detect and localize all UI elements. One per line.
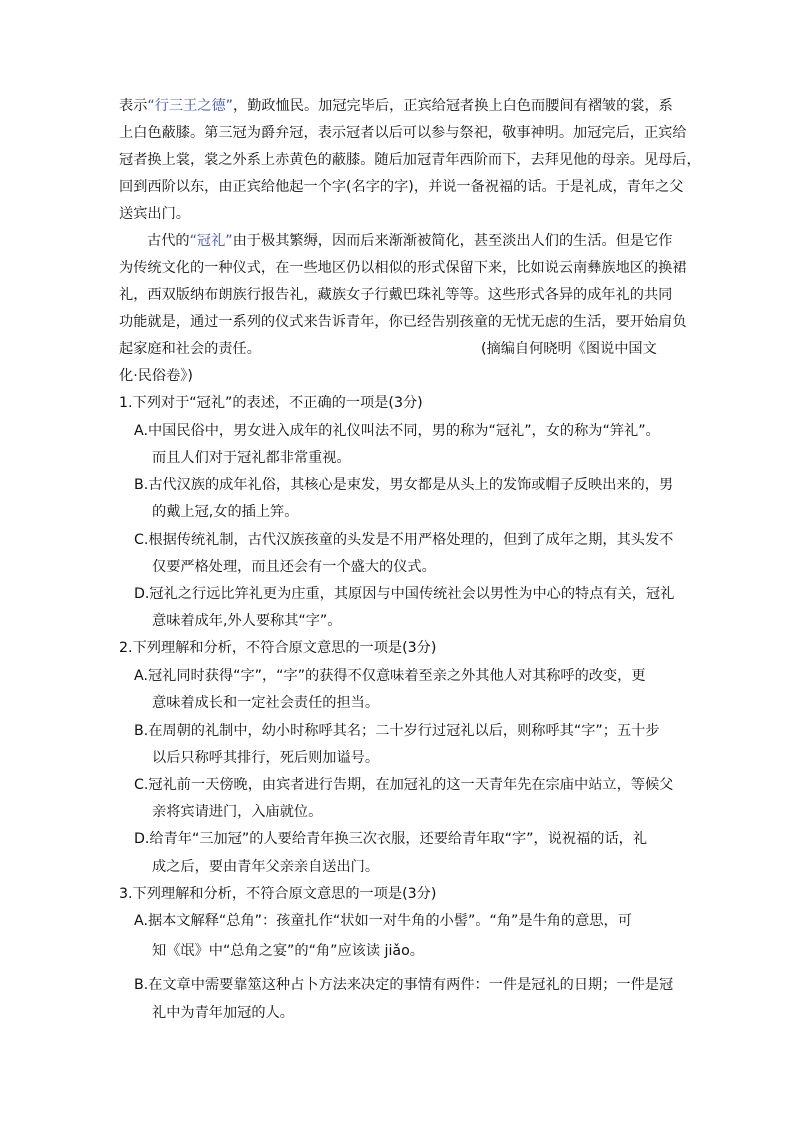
source-citation-cont: 化·民俗卷》) <box>119 368 193 384</box>
option-a: A.冠礼同时获得“字”，“字”的获得不仅意味着至亲之外其他人对其称呼的改变，更 <box>134 668 646 684</box>
passage-text: 表示 <box>119 98 148 114</box>
passage-text: 古代的 <box>147 233 190 249</box>
question-stem: 2.下列理解和分析，不符合原文意思的一项是(3分) <box>119 640 437 656</box>
passage-line: 礼，西双版纳布朗族行报告礼，藏族女子行戴巴珠礼等等。这些形式各异的成年礼的共同 <box>119 287 673 303</box>
option-a: A.据本文解释“总角”：孩童扎作“状如一对牛角的小髻”。“角”是牛角的意思，可 <box>134 913 632 929</box>
option-c: C.根据传统礼制，古代汉族孩童的头发是不用严格处理的，但到了成年之期，其头发不 <box>134 532 674 548</box>
option-d-cont: 意味着成年,外人要称其“字”。 <box>152 613 342 629</box>
passage-line: 上白色蔽膝。第三冠为爵弁冠，表示冠者以后可以参与祭祀，敬事神明。加冠完后，正宾给 <box>119 125 687 141</box>
passage-line: 功能就是，通过一系列的仪式来告诉青年，你已经告别孩童的无忧无虑的生活，要开始肩负 <box>119 314 687 330</box>
passage-line <box>147 231 672 251</box>
passage-text: 起家庭和社会的责任。 <box>119 341 261 357</box>
option-b-cont: 的戴上冠,女的插上笄。 <box>152 504 299 520</box>
passage-line: 回到西阶以东，由正宾给他起一个字(名字的字)，并说一备祝福的话。于是礼成，青年之父 <box>119 179 684 195</box>
option-a-cont: 意味着成长和一定社会责任的担当。 <box>152 695 380 711</box>
passage-line <box>119 96 673 116</box>
passage-text: 由于极其繁缛，因而后来渐渐被简化，甚至淡出人们的生活。但是它作 <box>232 233 673 249</box>
option-a: A.中国民俗中，男女进入成年的礼仪叫法不同，男的称为“冠礼”，女的称为“笄礼”。 <box>134 423 660 439</box>
question-stem: 3.下列理解和分析，不符合原文意思的一项是(3分) <box>119 886 437 902</box>
passage-line: 送宾出门。 <box>119 206 190 222</box>
option-c-cont: 仅要严格处理，而且还会有一个盛大的仪式。 <box>152 559 436 575</box>
option-d: D.给青年“三加冠”的人要给青年换三次衣服，还要给青年取“字”，说祝福的话，礼 <box>134 831 648 847</box>
option-d: D.冠礼之行远比笄礼更为庄重，其原因与中国传统社会以男性为中心的特点有关，冠礼 <box>134 586 675 602</box>
option-c-cont: 亲将宾请进门，入庙就位。 <box>152 804 323 820</box>
passage-quote: “冠礼” <box>189 233 233 249</box>
question-stem: 1.下列对于“冠礼”的表述，不正确的一项是(3分) <box>119 395 423 411</box>
option-b-cont: 以后只称呼其排行，死后则加谥号。 <box>152 750 380 766</box>
option-c: C.冠礼前一天傍晚，由宾者进行告期，在加冠礼的这一天青年先在宗庙中站立，等候父 <box>134 777 674 793</box>
option-a-cont: 而且人们对于冠礼都非常重视。 <box>152 450 351 466</box>
passage-line: 冠者换上裳，裳之外系上赤黄色的蔽膝。随后加冠青年西阶而下，去拜见他的母亲。见母后， <box>119 152 701 168</box>
option-a-cont: 知《氓》中“总角之宴”的“角”应该读 jiǎo。 <box>152 943 424 959</box>
option-b: B.在周朝的礼制中，幼小时称呼其名；二十岁行过冠礼以后，则称呼其“字”；五十步 <box>134 723 660 739</box>
passage-line <box>119 339 261 359</box>
passage-line: 为传统文化的一种仪式，在一些地区仍以相似的形式保留下来，比如说云南彝族地区的换裙 <box>119 260 687 276</box>
option-b: B.古代汉族的成年礼俗，其核心是束发，男女都是从头上的发饰或帽子反映出来的，男 <box>134 477 674 493</box>
option-b: B.在文章中需要靠筮这种占卜方法来决定的事情有两件：一件是冠礼的日期；一件是冠 <box>134 977 674 993</box>
option-d-cont: 成之后，要由青年父亲亲自送出门。 <box>152 859 380 875</box>
passage-quote: “行三王之德” <box>147 98 234 114</box>
passage-text: ，勤政恤民。加冠完毕后，正宾给冠者换上白色而腰间有褶皱的裳，系 <box>233 98 673 114</box>
source-citation: (摘编自何晓明《图说中国文 <box>481 341 657 357</box>
option-b-cont: 礼中为青年加冠的人。 <box>152 1005 294 1021</box>
